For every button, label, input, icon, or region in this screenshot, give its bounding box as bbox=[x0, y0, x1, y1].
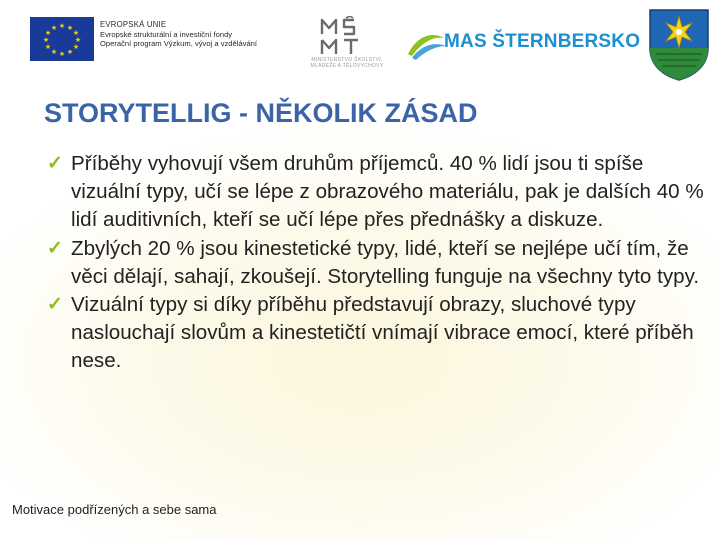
bullet-item bbox=[46, 291, 706, 376]
mas-logo-text: MAS ŠTERNBERSKO bbox=[444, 31, 641, 52]
svg-text:★: ★ bbox=[50, 48, 58, 56]
checkmark-icon: ✓ bbox=[47, 237, 63, 259]
svg-text:★: ★ bbox=[50, 24, 58, 32]
bullet-item bbox=[46, 235, 706, 291]
eu-logo-line1: Evropské strukturální a investiční fondy bbox=[100, 29, 233, 39]
msmt-logo-icon bbox=[318, 16, 368, 58]
footer-text: Motivace podřízených a sebe sama bbox=[12, 502, 217, 517]
bullet-list bbox=[46, 150, 706, 376]
svg-text:★: ★ bbox=[66, 48, 74, 56]
svg-text:★: ★ bbox=[44, 29, 52, 37]
msmt-logo-line1: MINISTERSTVO ŠKOLSTVÍ, bbox=[311, 57, 383, 63]
svg-text:★: ★ bbox=[74, 36, 82, 44]
svg-text:★: ★ bbox=[72, 29, 80, 37]
svg-text:★: ★ bbox=[42, 36, 50, 44]
eu-flag-icon bbox=[30, 17, 94, 61]
eu-logo-title: EVROPSKÁ UNIE bbox=[100, 20, 167, 29]
bullet-item bbox=[46, 150, 706, 235]
msmt-logo-line2: MLÁDEŽE A TĚLOVÝCHOVY bbox=[310, 63, 384, 69]
coat-of-arms-icon bbox=[648, 8, 710, 82]
svg-text:★: ★ bbox=[58, 22, 66, 30]
bullet-text: Vizuální typy si díky příběhu představují obrazy, sluchové typy naslouchají slovům a kinestetičtí vnímají vibrace emocí, které příběh nese. bbox=[71, 293, 694, 373]
checkmark-icon: ✓ bbox=[47, 294, 63, 316]
bullet-text: Zbylých 20 % jsou kinestetické typy, lidé, kteří se nejlépe učí tím, že věci dělají, sahají, zkoušejí. Storytelling funguje na všechny tyto typy. bbox=[71, 236, 700, 288]
bullet-text: Příběhy vyhovují všem druhům příjemců. 40 % lidí jsou ti spíše vizuální typy, učí se lépe z obrazového materiálu, pak je dalších 40 % lidí auditivních, kteří se učí lépe přes přednášky a diskuze. bbox=[71, 152, 704, 232]
svg-text:★: ★ bbox=[58, 50, 66, 58]
eu-logo-text bbox=[100, 20, 300, 49]
checkmark-icon: ✓ bbox=[47, 153, 63, 174]
svg-text:★: ★ bbox=[44, 43, 52, 51]
eu-logo-line2: Operační program Výzkum, vývoj a vzdělávání bbox=[100, 39, 258, 48]
svg-text:★: ★ bbox=[66, 24, 74, 32]
svg-text:★: ★ bbox=[72, 43, 80, 51]
slide-title: STORYTELLIG - NĚKOLIK ZÁSAD bbox=[44, 98, 478, 128]
msmt-logo-text bbox=[300, 57, 394, 69]
